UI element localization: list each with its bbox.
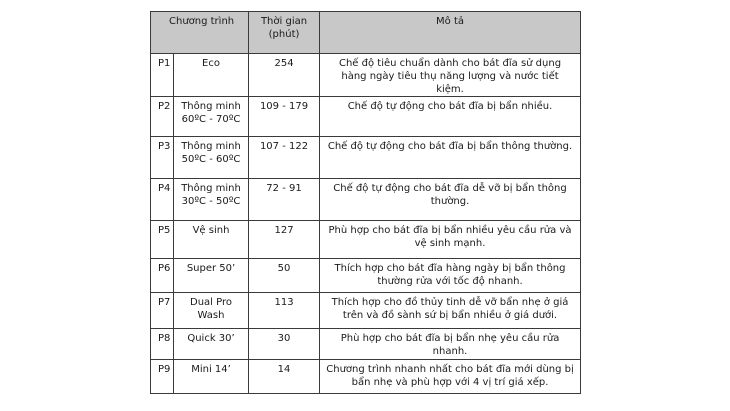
program-table [150, 11, 581, 394]
header-description: Mô tả [320, 12, 581, 54]
header-time [249, 12, 320, 54]
program-name [174, 54, 249, 97]
program-name-line: Wash [197, 310, 225, 321]
program-time: 113 [249, 293, 320, 329]
program-name-line: Super 50’ [186, 263, 236, 274]
program-time: 254 [249, 54, 320, 97]
program-name-line: Eco [202, 58, 220, 69]
table-row [151, 259, 581, 293]
program-description: Phù hợp cho bát đĩa bị bẩn nhẹ yêu cầu rửa nhanh. [320, 329, 581, 360]
program-name [174, 329, 249, 360]
program-description: Chế độ tự động cho bát đĩa bị bẩn thông thường. [320, 137, 581, 179]
table-row [151, 97, 581, 137]
program-description: Chế độ tiêu chuẩn dành cho bát đĩa sử dụng hàng ngày tiêu thụ năng lượng và nước tiết kiệm. [320, 54, 581, 97]
program-description: Phù hợp cho bát đĩa bị bẩn nhiều yêu cầu rửa và vệ sinh mạnh. [320, 221, 581, 259]
program-code: P2 [151, 97, 174, 137]
program-name-line: Thông minh [181, 101, 241, 112]
program-name-line: Vệ sinh [192, 225, 230, 236]
program-name-line: Dual Pro [190, 297, 232, 308]
program-time: 109 - 179 [249, 97, 320, 137]
table-row [151, 137, 581, 179]
program-code: P9 [151, 360, 174, 394]
program-time: 30 [249, 329, 320, 360]
program-code: P4 [151, 179, 174, 221]
program-name-line: Thông minh [181, 141, 241, 152]
program-time: 50 [249, 259, 320, 293]
program-code: P5 [151, 221, 174, 259]
table-row [151, 221, 581, 259]
program-description: Chương trình nhanh nhất cho bát đĩa mới dùng bị bẩn nhẹ và phù hợp với 4 vị trí giá xếp. [320, 360, 581, 394]
program-description: Thích hợp cho bát đĩa hàng ngày bị bẩn thông thường rửa với tốc độ nhanh. [320, 259, 581, 293]
program-description: Chế độ tự động cho bát đĩa dễ vỡ bị bẩn thông thường. [320, 179, 581, 221]
program-name-line: 50ºC - 60ºC [181, 154, 241, 165]
program-name [174, 360, 249, 394]
header-program: Chương trình [151, 12, 249, 54]
program-time: 72 - 91 [249, 179, 320, 221]
program-code: P1 [151, 54, 174, 97]
program-name [174, 259, 249, 293]
program-time: 127 [249, 221, 320, 259]
program-code: P3 [151, 137, 174, 179]
program-time: 14 [249, 360, 320, 394]
program-time: 107 - 122 [249, 137, 320, 179]
program-description: Thích hợp cho đồ thủy tinh dễ vỡ bẩn nhẹ ở giá trên và đồ sành sứ bị bẩn nhiều ở giá dưới. [320, 293, 581, 329]
table-row [151, 329, 581, 360]
program-name-line: 30ºC - 50ºC [181, 196, 241, 207]
program-code: P8 [151, 329, 174, 360]
program-name [174, 179, 249, 221]
header-time-line2: (phút) [268, 29, 300, 40]
program-name-line: Mini 14’ [191, 364, 231, 375]
table-row [151, 360, 581, 394]
table-header-row [151, 12, 581, 54]
program-code: P7 [151, 293, 174, 329]
table-row [151, 54, 581, 97]
header-time-line1: Thời gian [260, 16, 308, 27]
program-name-line: 60ºC - 70ºC [181, 114, 241, 125]
program-name-line: Quick 30’ [187, 333, 235, 344]
program-name [174, 221, 249, 259]
table-row [151, 179, 581, 221]
table-row [151, 293, 581, 329]
program-description: Chế độ tự động cho bát đĩa bị bẩn nhiều. [320, 97, 581, 137]
program-code: P6 [151, 259, 174, 293]
program-name [174, 137, 249, 179]
program-name [174, 293, 249, 329]
program-name-line: Thông minh [181, 183, 241, 194]
program-name [174, 97, 249, 137]
